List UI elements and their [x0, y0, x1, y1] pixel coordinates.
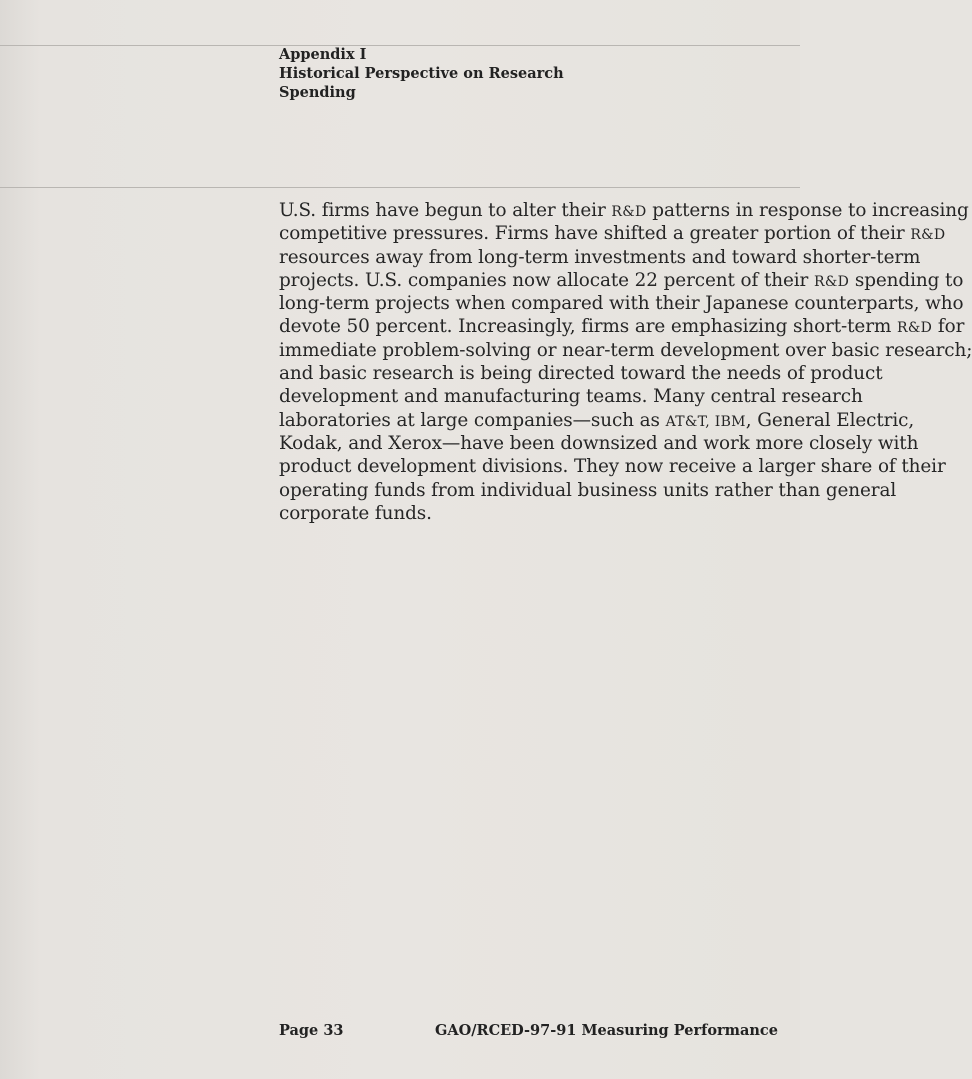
- line-text: patterns in response to increasing: [646, 200, 969, 221]
- line-text: product development divisions. They now receive a larger share of their: [279, 456, 946, 478]
- small-caps-term: R&D: [910, 227, 946, 244]
- line-text: laboratories at large companies—such as: [279, 409, 666, 431]
- line-text: for: [932, 316, 965, 338]
- paragraph-line: [279, 246, 921, 270]
- line-text: operating funds from individual business units rather than general: [279, 479, 897, 501]
- paragraph-line: [279, 386, 863, 409]
- small-caps-term: AT&T, IBM: [665, 413, 746, 430]
- small-caps-term: R&D: [813, 273, 850, 290]
- page-header: [279, 45, 779, 102]
- appendix-title-line-1: Historical Perspective on Research: [279, 65, 564, 82]
- line-text: development and manufacturing teams. Many central research: [279, 386, 863, 408]
- small-caps-term: R&D: [611, 204, 647, 220]
- paragraph-line: [279, 339, 972, 363]
- line-text: devote 50 percent. Increasingly, firms are emphasizing short-term: [279, 316, 897, 338]
- line-text: long-term projects when compared with their Japanese counterparts, who: [279, 293, 964, 315]
- appendix-label: Appendix I: [279, 46, 367, 63]
- report-identifier: GAO/RCED-97-91 Measuring Performance: [434, 1022, 778, 1039]
- line-text: projects. U.S. companies now allocate 22 percent of their: [279, 269, 814, 291]
- paragraph-line: [279, 269, 964, 293]
- line-text: , General Electric,: [745, 409, 915, 431]
- section-rule: [0, 187, 800, 188]
- line-text: competitive pressures. Firms have shifted a greater portion of their: [279, 223, 911, 245]
- paragraph-line: [279, 363, 883, 386]
- appendix-title-line-2: Spending: [279, 84, 356, 101]
- paragraph-line: [279, 503, 794, 526]
- line-text: Kodak, and Xerox—have been downsized and work more closely with: [279, 432, 919, 454]
- line-text: spending to: [849, 269, 964, 291]
- line-text: immediate problem-solving or near-term development over basic research;: [279, 339, 972, 361]
- paragraph-line: [279, 316, 965, 339]
- paragraph-line: [279, 409, 915, 433]
- paragraph-line: [279, 223, 946, 246]
- paragraph-line: [279, 293, 964, 316]
- small-caps-term: R&D: [897, 320, 933, 337]
- paragraph-line: [279, 456, 946, 479]
- line-text: corporate funds.: [279, 502, 432, 524]
- line-text: U.S. firms have begun to alter their: [279, 200, 612, 221]
- paragraph-line: [279, 200, 969, 223]
- paragraph-line: [279, 479, 897, 503]
- line-text: and basic research is being directed toward the needs of product: [279, 363, 883, 385]
- paragraph-line: [279, 432, 919, 456]
- line-text: resources away from long-term investments and toward shorter-term: [279, 246, 921, 268]
- page-number: Page 33: [279, 1022, 344, 1039]
- body-paragraph: [279, 200, 972, 526]
